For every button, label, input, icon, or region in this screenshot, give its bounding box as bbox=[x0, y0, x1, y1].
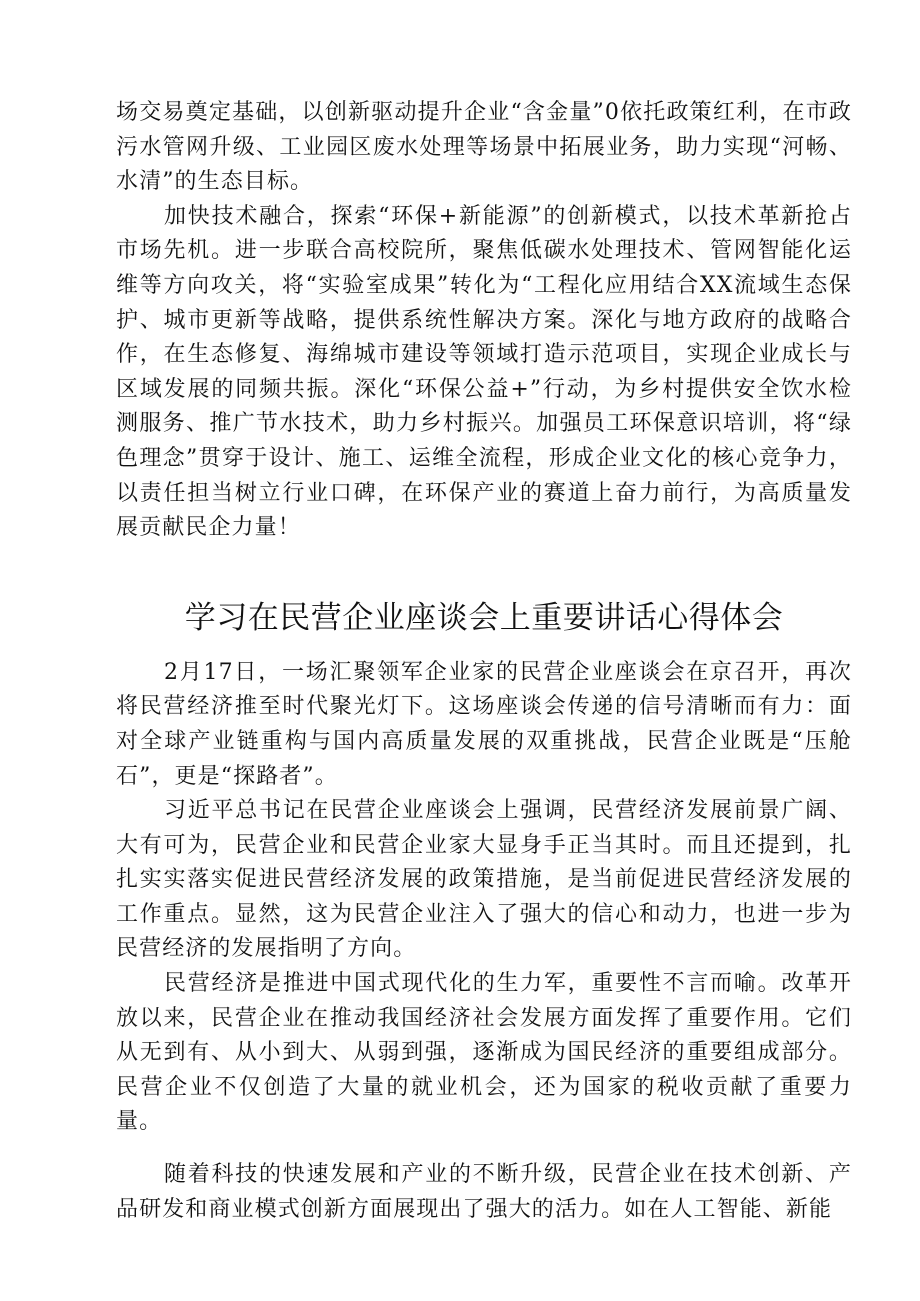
paragraph-continued: 场交易奠定基础，以创新驱动提升企业“含金量”0依托政策红利，在市政污水管网升级、工业园区废水处理等场景中拓展业务，助力实现“河畅、水清”的生态目标。 bbox=[116, 100, 852, 195]
document-page bbox=[116, 96, 852, 1227]
paragraph-tech-integration: 加快技术融合，探索“环保+新能源”的创新模式，以技术革新抢占市场先机。进一步联合高校院所，聚焦低碳水处理技术、管网智能化运维等方向攻关，将“实验室成果”转化为“工程化应用结合XX流域生态保护、城市更新等战略，提供系统性解决方案。深化与地方政府的战略合作，在生态修复、海绵城市建设等领域打造示范项目，实现企业成长与区域发展的同频共振。深化“环保公益+”行动，为乡村提供安全饮水检测服务、推广节水技术，助力乡村振兴。加强员工环保意识培训，将“绿色理念”贯穿于设计、施工、运维全流程，形成企业文化的核心竞争力，以责任担当树立行业口碑，在环保产业的赛道上奋力前行，为高质量发展贡献民企力量！ bbox=[116, 203, 852, 541]
paragraph-1: 2月17日，一场汇聚领军企业家的民营企业座谈会在京召开，再次将民营经济推至时代聚光灯下。这场座谈会传递的信号清晰而有力：面对全球产业链重构与国内高质量发展的双重挑战，民营企业既是“压舱石”，更是“探路者”。 bbox=[116, 659, 852, 789]
paragraph-2: 习近平总书记在民营企业座谈会上强调，民营经济发展前景广阔、大有可为，民营企业和民营企业家大显身手正当其时。而且还提到，扎扎实实落实促进民营经济发展的政策措施，是当前促进民营经济发展的工作重点。显然，这为民营企业注入了强大的信心和动力，也进一步为民营经济的发展指明了方向。 bbox=[116, 798, 852, 962]
paragraph-3: 民营经济是推进中国式现代化的生力军，重要性不言而喻。改革开放以来，民营企业在推动我国经济社会发展方面发挥了重要作用。它们从无到有、从小到大、从弱到强，逐渐成为国民经济的重要组成部分。民营企业不仅创造了大量的就业机会，还为国家的税收贡献了重要力量。 bbox=[116, 971, 852, 1135]
section-title: 学习在民营企业座谈会上重要讲话心得体会 bbox=[184, 599, 784, 636]
paragraph-4: 随着科技的快速发展和产业的不断升级，民营企业在技术创新、产品研发和商业模式创新方面展现出了强大的活力。如在人工智能、新能 bbox=[116, 1162, 852, 1222]
